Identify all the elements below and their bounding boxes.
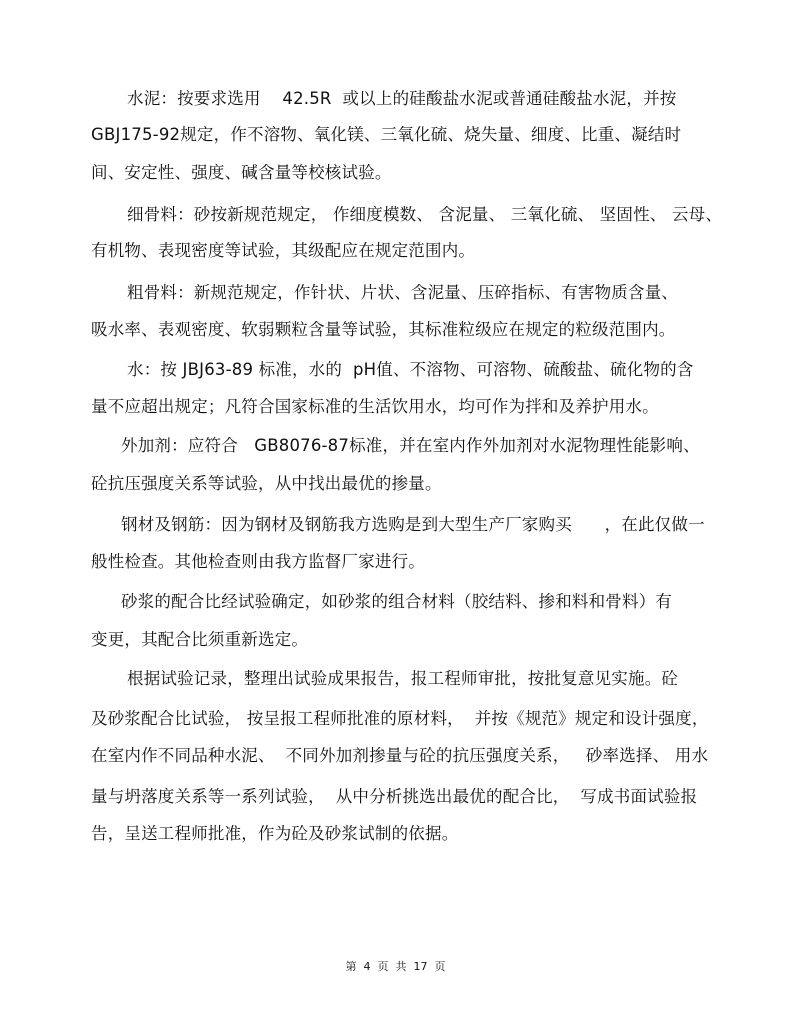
paragraph-test-report-line-2: 及砂浆配合比试验， 按呈报工程师批准的原材料， 并按《规范》规定和设计强度， bbox=[91, 709, 709, 728]
paragraph-fine-aggregate-line-2: 有机物、表现密度等试验，其级配应在规定范围内。 bbox=[91, 241, 476, 260]
paragraph-mortar-line-2: 变更，其配合比须重新选定。 bbox=[91, 630, 309, 649]
paragraph-cement-line-2: GBJ175-92规定，作不溶物、氧化镁、三氧化硫、烧失量、细度、比重、凝结时 bbox=[91, 125, 682, 144]
paragraph-test-report-line-1: 根据试验记录，整理出试验成果报告，报工程师审批，按批复意见实施。砼 bbox=[127, 669, 679, 688]
paragraph-test-report-line-5: 告，呈送工程师批准，作为砼及砂浆试制的依据。 bbox=[91, 824, 459, 843]
paragraph-steel-line-1: 钢材及钢筋：因为钢材及钢筋我方选购是到大型生产厂家购买 ，在此仅做一 bbox=[121, 515, 705, 534]
paragraph-water-line-2: 量不应超出规定；凡符合国家标准的生活饮用水，均可作为拌和及养护用水。 bbox=[91, 397, 659, 416]
paragraph-cement-line-3: 间、安定性、强度、碱含量等校核试验。 bbox=[91, 163, 392, 182]
paragraph-cement-line-1: 水泥：按要求选用 42.5R 或以上的硅酸盐水泥或普通硅酸盐水泥，并按 bbox=[127, 89, 677, 108]
paragraph-fine-aggregate-line-1: 细骨料：砂按新规范规定， 作细度模数、 含泥量、 三氧化硫、 坚固性、 云母、 bbox=[127, 205, 723, 224]
paragraph-test-report-line-4: 量与坍落度关系等一系列试验， 从中分析挑选出最优的配合比， 写成书面试验报 bbox=[91, 787, 698, 806]
paragraph-mortar-line-1: 砂浆的配合比经试验确定，如砂浆的组合材料（胶结料、掺和料和骨料）有 bbox=[121, 592, 673, 611]
paragraph-steel-line-2: 般性检查。其他检查则由我方监督厂家进行。 bbox=[91, 552, 425, 571]
paragraph-water-line-1: 水：按 JBJ63-89 标准，水的 pH值、不溶物、可溶物、硫酸盐、硫化物的含 bbox=[127, 360, 694, 379]
page-number: 第 4 页 共 17 页 bbox=[345, 960, 446, 973]
paragraph-admixture-line-2: 砼抗压强度关系等试验，从中找出最优的掺量。 bbox=[91, 474, 442, 493]
paragraph-coarse-aggregate-line-2: 吸水率、表观密度、软弱颗粒含量等试验，其标准粒级应在规定的粒级范围内。 bbox=[91, 320, 676, 339]
paragraph-coarse-aggregate-line-1: 粗骨料：新规范规定，作针状、片状、含泥量、压碎指标、有害物质含量、 bbox=[127, 283, 679, 302]
paragraph-admixture-line-1: 外加剂：应符合 GB8076-87标准，并在室内作外加剂对水泥物理性能影响、 bbox=[121, 436, 700, 455]
paragraph-test-report-line-3: 在室内作不同品种水泥、 不同外加剂掺量与砼的抗压强度关系， 砂率选择、 用水 bbox=[91, 746, 709, 765]
